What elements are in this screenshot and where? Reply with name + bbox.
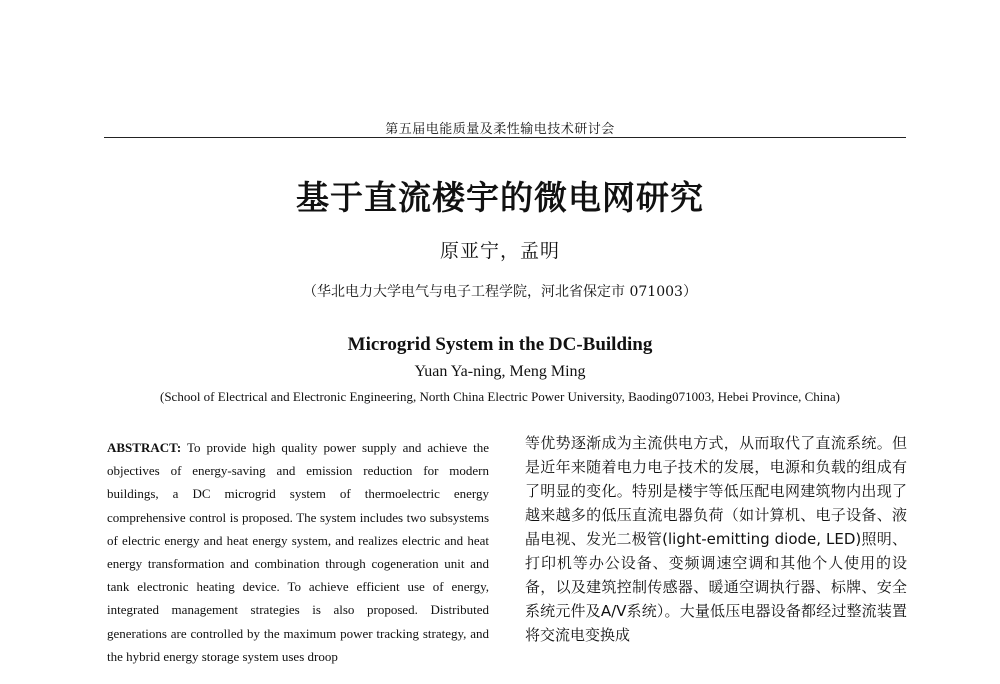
abstract-text: To provide high quality power supply and achieve the objectives of energy-saving and emission reduction for modern buildings, a DC microgrid system of thermoelectric energy comprehensive control is proposed. The system includes two subsystems of electric energy and heat energy system, and realizes electric and heat energy transformation and combination through cogeneration unit and tank electronic heating device. To achieve efficient use of energy, integrated management strategies is also proposed. Distributed generations are controlled by the maximum power tracking strategy, and the hybrid energy storage system uses droop [107, 440, 489, 664]
abstract-label: ABSTRACT: [107, 440, 182, 455]
affiliation-en: (School of Electrical and Electronic Engineering, North China Electric Power University, Baoding071003, Hebei Province, China) [159, 389, 841, 404]
abstract-column [107, 436, 489, 668]
body-text-right-column: 等优势逐渐成为主流供电方式，从而取代了直流系统。但是近年来随着电力电子技术的发展，电源和负载的组成有了明显的变化。特别是楼宇等低压配电网建筑物内出现了越来越多的低压直流电器负荷（如计算机、电子设备、液晶电视、发光二极管(light-emitting diode, LED)照明、打印机等办公设备、变频调速空调和其他个人使用的设备，以及建筑控制传感器、暖通空调执行器、标牌、安全系统元件及A/V系统）。大量低压电器设备都经过整流装置将交流电变换成 [525, 434, 907, 644]
authors-cn: 原亚宁，孟明 [439, 240, 560, 262]
running-header: 第五届电能质量及柔性输电技术研讨会 [385, 122, 615, 137]
affiliation-cn: （华北电力大学电气与电子工程学院，河北省保定市 071003） [303, 284, 697, 300]
authors-en: Yuan Ya-ning, Meng Ming [414, 363, 586, 380]
paper-title-en: Microgrid System in the DC-Building [347, 334, 653, 355]
header-rule [104, 137, 906, 138]
paper-title-cn: 基于直流楼宇的微电网研究 [296, 178, 704, 217]
